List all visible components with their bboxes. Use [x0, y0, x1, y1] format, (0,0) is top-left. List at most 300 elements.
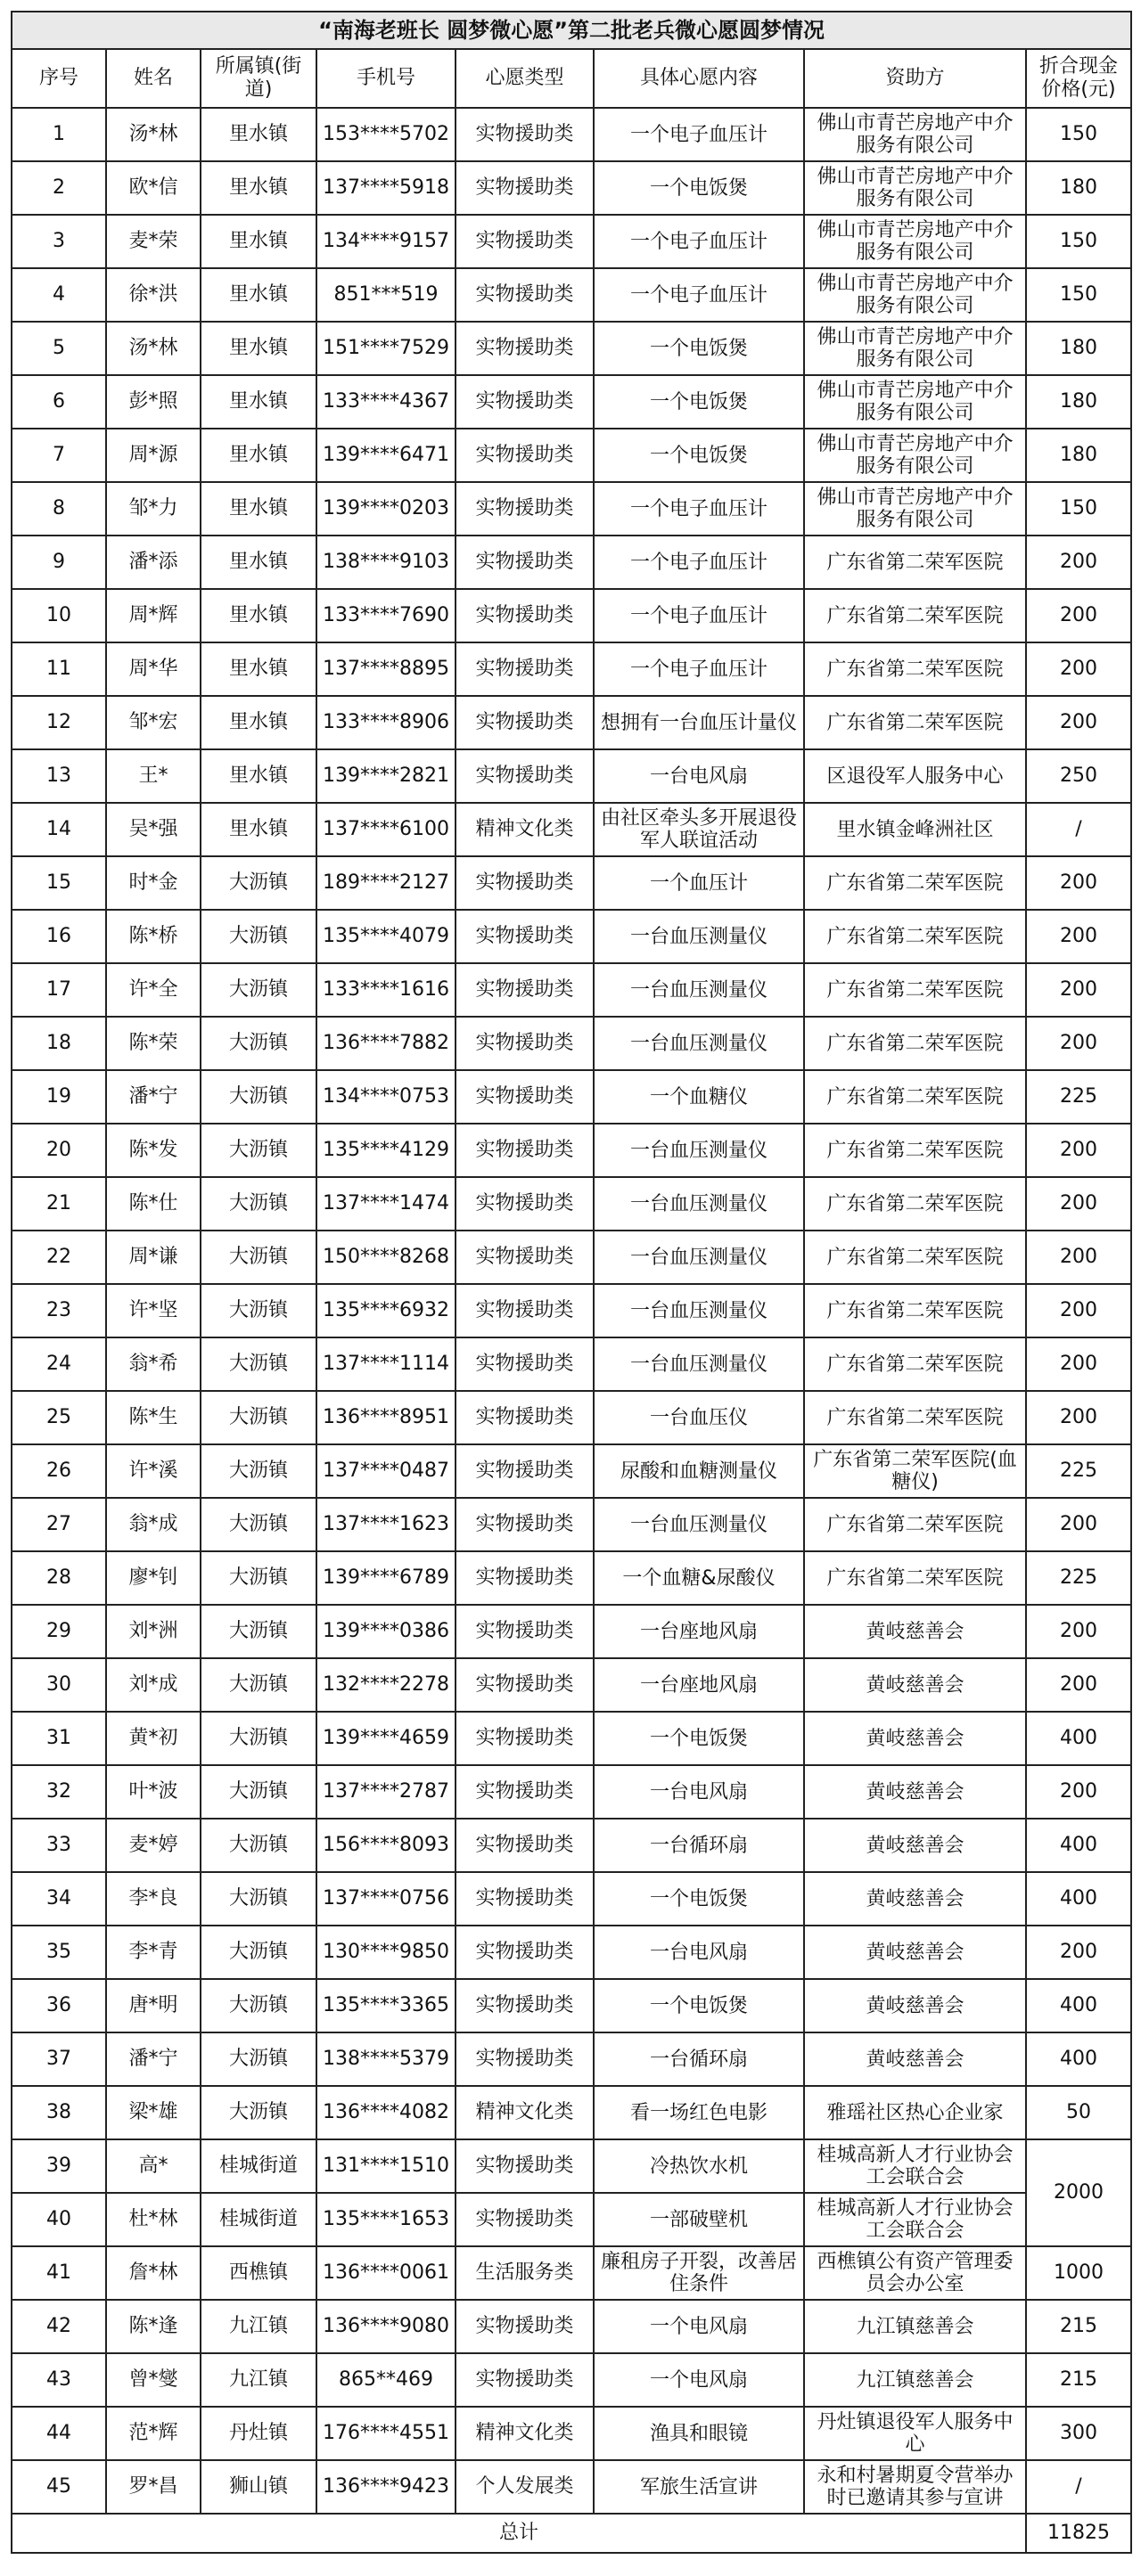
cell-sponsor: 黄岐慈善会	[804, 1605, 1026, 1658]
table-row	[12, 1444, 1131, 1498]
cell-price: 400	[1026, 2032, 1131, 2086]
cell-town: 里水镇	[201, 749, 316, 803]
cell-phone: 134****9157	[316, 215, 456, 268]
cell-content: 一台血压测量仪	[594, 1017, 804, 1070]
cell-content: 一台循环扇	[594, 1819, 804, 1872]
cell-town: 大沥镇	[201, 1551, 316, 1605]
cell-phone: 139****6789	[316, 1551, 456, 1605]
cell-phone: 151****7529	[316, 322, 456, 375]
cell-name: 范*辉	[106, 2407, 201, 2460]
cell-no: 40	[12, 2193, 106, 2246]
cell-town: 九江镇	[201, 2353, 316, 2407]
cell-content: 一台血压测量仪	[594, 1124, 804, 1177]
cell-sponsor: 佛山市青芒房地产中介服务有限公司	[804, 322, 1026, 375]
cell-name: 周*辉	[106, 589, 201, 642]
cell-content: 廉租房子开裂，改善居住条件	[594, 2246, 804, 2300]
table-row	[12, 2086, 1131, 2139]
cell-name: 陈*生	[106, 1391, 201, 1444]
cell-sponsor: 佛山市青芒房地产中介服务有限公司	[804, 268, 1026, 322]
cell-price: 200	[1026, 1391, 1131, 1444]
cell-phone: 137****1114	[316, 1337, 456, 1391]
cell-content: 一个电饭煲	[594, 429, 804, 482]
cell-sponsor: 里水镇金峰洲社区	[804, 803, 1026, 856]
cell-sponsor: 黄岐慈善会	[804, 2032, 1026, 2086]
cell-price: 400	[1026, 1979, 1131, 2032]
wish-table-sheet	[11, 11, 1130, 2554]
cell-sponsor: 佛山市青芒房地产中介服务有限公司	[804, 215, 1026, 268]
cell-price: /	[1026, 803, 1131, 856]
cell-town: 大沥镇	[201, 1231, 316, 1284]
cell-name: 周*华	[106, 642, 201, 696]
cell-sponsor: 广东省第二荣军医院	[804, 1391, 1026, 1444]
cell-phone: 138****9103	[316, 536, 456, 589]
cell-type: 实物援助类	[456, 856, 594, 910]
cell-phone: 133****4367	[316, 375, 456, 429]
cell-type: 实物援助类	[456, 1177, 594, 1231]
table-row	[12, 589, 1131, 642]
cell-sponsor: 黄岐慈善会	[804, 1819, 1026, 1872]
cell-type: 实物援助类	[456, 589, 594, 642]
cell-town: 大沥镇	[201, 2032, 316, 2086]
cell-no: 11	[12, 642, 106, 696]
cell-no: 39	[12, 2139, 106, 2193]
cell-no: 7	[12, 429, 106, 482]
cell-type: 实物援助类	[456, 215, 594, 268]
table-row	[12, 429, 1131, 482]
cell-price: 200	[1026, 1124, 1131, 1177]
cell-price: 225	[1026, 1070, 1131, 1124]
cell-price: 180	[1026, 161, 1131, 215]
cell-type: 实物援助类	[456, 161, 594, 215]
cell-phone: 136****4082	[316, 2086, 456, 2139]
cell-sponsor: 黄岐慈善会	[804, 1712, 1026, 1765]
cell-phone: 137****2787	[316, 1765, 456, 1819]
cell-content: 一台血压测量仪	[594, 1177, 804, 1231]
cell-sponsor: 广东省第二荣军医院	[804, 536, 1026, 589]
cell-sponsor: 黄岐慈善会	[804, 1979, 1026, 2032]
table-row	[12, 1498, 1131, 1551]
cell-type: 精神文化类	[456, 2407, 594, 2460]
cell-phone: 851***519	[316, 268, 456, 322]
table-row	[12, 1177, 1131, 1231]
cell-type: 实物援助类	[456, 1658, 594, 1712]
cell-type: 实物援助类	[456, 1819, 594, 1872]
cell-no: 42	[12, 2300, 106, 2353]
cell-town: 里水镇	[201, 375, 316, 429]
cell-content: 一台座地风扇	[594, 1658, 804, 1712]
cell-price: 400	[1026, 1712, 1131, 1765]
cell-content: 一个电子血压计	[594, 536, 804, 589]
cell-no: 15	[12, 856, 106, 910]
cell-name: 王*	[106, 749, 201, 803]
cell-phone: 137****1474	[316, 1177, 456, 1231]
table-row	[12, 1391, 1131, 1444]
cell-name: 徐*洪	[106, 268, 201, 322]
cell-no: 43	[12, 2353, 106, 2407]
cell-town: 大沥镇	[201, 2086, 316, 2139]
table-row	[12, 215, 1131, 268]
table-row	[12, 1979, 1131, 2032]
cell-town: 桂城街道	[201, 2139, 316, 2193]
cell-type: 精神文化类	[456, 803, 594, 856]
cell-content: 一台血压仪	[594, 1391, 804, 1444]
cell-content: 一台血压测量仪	[594, 910, 804, 963]
table-row	[12, 2139, 1131, 2193]
cell-sponsor: 广东省第二荣军医院	[804, 1124, 1026, 1177]
cell-type: 实物援助类	[456, 2353, 594, 2407]
cell-town: 大沥镇	[201, 1819, 316, 1872]
cell-sponsor: 桂城高新人才行业协会工会联合会	[804, 2193, 1026, 2246]
cell-content: 看一场红色电影	[594, 2086, 804, 2139]
cell-type: 实物援助类	[456, 1017, 594, 1070]
cell-name: 陈*仕	[106, 1177, 201, 1231]
table-row	[12, 803, 1131, 856]
total-value: 11825	[1026, 2514, 1131, 2553]
cell-type: 实物援助类	[456, 2032, 594, 2086]
cell-type: 实物援助类	[456, 1284, 594, 1337]
cell-no: 5	[12, 322, 106, 375]
cell-sponsor: 广东省第二荣军医院	[804, 1498, 1026, 1551]
cell-name: 杜*林	[106, 2193, 201, 2246]
cell-type: 实物援助类	[456, 749, 594, 803]
table-row	[12, 108, 1131, 161]
cell-name: 陈*逢	[106, 2300, 201, 2353]
cell-name: 汤*林	[106, 322, 201, 375]
cell-phone: 135****4079	[316, 910, 456, 963]
cell-price: 400	[1026, 1872, 1131, 1926]
cell-sponsor: 永和村暑期夏令营举办时已邀请其参与宣讲	[804, 2460, 1026, 2514]
cell-town: 里水镇	[201, 642, 316, 696]
cell-town: 里水镇	[201, 161, 316, 215]
cell-town: 里水镇	[201, 215, 316, 268]
cell-type: 实物援助类	[456, 536, 594, 589]
cell-phone: 156****8093	[316, 1819, 456, 1872]
table-row	[12, 2353, 1131, 2407]
table-row	[12, 2460, 1131, 2514]
cell-town: 里水镇	[201, 108, 316, 161]
cell-town: 里水镇	[201, 482, 316, 536]
cell-content: 由社区牵头多开展退役军人联谊活动	[594, 803, 804, 856]
cell-content: 渔具和眼镜	[594, 2407, 804, 2460]
table-row	[12, 375, 1131, 429]
cell-phone: 176****4551	[316, 2407, 456, 2460]
cell-no: 19	[12, 1070, 106, 1124]
cell-sponsor: 广东省第二荣军医院	[804, 1337, 1026, 1391]
cell-price: 400	[1026, 1819, 1131, 1872]
cell-town: 大沥镇	[201, 1498, 316, 1551]
cell-phone: 135****1653	[316, 2193, 456, 2246]
cell-name: 潘*添	[106, 536, 201, 589]
cell-price: 180	[1026, 322, 1131, 375]
cell-content: 军旅生活宣讲	[594, 2460, 804, 2514]
table-row	[12, 1337, 1131, 1391]
cell-name: 罗*昌	[106, 2460, 201, 2514]
cell-content: 冷热饮水机	[594, 2139, 804, 2193]
cell-type: 实物援助类	[456, 642, 594, 696]
cell-type: 实物援助类	[456, 910, 594, 963]
cell-price: 200	[1026, 1231, 1131, 1284]
cell-town: 大沥镇	[201, 1872, 316, 1926]
cell-price: 200	[1026, 642, 1131, 696]
cell-town: 大沥镇	[201, 1658, 316, 1712]
cell-phone: 137****0487	[316, 1444, 456, 1498]
cell-name: 翁*希	[106, 1337, 201, 1391]
cell-type: 实物援助类	[456, 1872, 594, 1926]
table-row	[12, 482, 1131, 536]
cell-content: 一个血糖&尿酸仪	[594, 1551, 804, 1605]
cell-price: 215	[1026, 2300, 1131, 2353]
cell-sponsor: 广东省第二荣军医院	[804, 1017, 1026, 1070]
cell-sponsor: 丹灶镇退役军人服务中心	[804, 2407, 1026, 2460]
cell-type: 实物援助类	[456, 1979, 594, 2032]
header-price: 折合现金价格(元)	[1026, 49, 1131, 108]
cell-content: 一部破壁机	[594, 2193, 804, 2246]
cell-sponsor: 广东省第二荣军医院	[804, 1070, 1026, 1124]
cell-price: 250	[1026, 749, 1131, 803]
cell-sponsor: 广东省第二荣军医院	[804, 856, 1026, 910]
cell-no: 17	[12, 963, 106, 1017]
cell-sponsor: 黄岐慈善会	[804, 1872, 1026, 1926]
cell-content: 一个电饭煲	[594, 1979, 804, 2032]
table-row	[12, 322, 1131, 375]
table-row	[12, 2300, 1131, 2353]
header-no: 序号	[12, 49, 106, 108]
cell-content: 一个电饭煲	[594, 322, 804, 375]
cell-phone: 136****8951	[316, 1391, 456, 1444]
cell-no: 45	[12, 2460, 106, 2514]
cell-price: 180	[1026, 429, 1131, 482]
cell-name: 詹*林	[106, 2246, 201, 2300]
table-row	[12, 1124, 1131, 1177]
cell-town: 大沥镇	[201, 1070, 316, 1124]
cell-name: 麦*婷	[106, 1819, 201, 1872]
cell-sponsor: 区退役军人服务中心	[804, 749, 1026, 803]
cell-name: 吴*强	[106, 803, 201, 856]
cell-no: 4	[12, 268, 106, 322]
cell-name: 翁*成	[106, 1498, 201, 1551]
table-row	[12, 696, 1131, 749]
table-row	[12, 2193, 1131, 2246]
cell-type: 实物援助类	[456, 322, 594, 375]
cell-town: 大沥镇	[201, 1605, 316, 1658]
cell-no: 34	[12, 1872, 106, 1926]
cell-price: 200	[1026, 963, 1131, 1017]
cell-town: 里水镇	[201, 268, 316, 322]
cell-sponsor: 佛山市青芒房地产中介服务有限公司	[804, 161, 1026, 215]
cell-content: 一个电子血压计	[594, 108, 804, 161]
cell-town: 丹灶镇	[201, 2407, 316, 2460]
cell-no: 41	[12, 2246, 106, 2300]
cell-sponsor: 广东省第二荣军医院	[804, 642, 1026, 696]
cell-town: 里水镇	[201, 803, 316, 856]
total-row	[12, 2514, 1131, 2553]
cell-no: 3	[12, 215, 106, 268]
cell-content: 一个血压计	[594, 856, 804, 910]
cell-price: 200	[1026, 910, 1131, 963]
cell-content: 尿酸和血糖测量仪	[594, 1444, 804, 1498]
cell-price: 300	[1026, 2407, 1131, 2460]
table-row	[12, 1231, 1131, 1284]
cell-type: 实物援助类	[456, 2193, 594, 2246]
cell-type: 实物援助类	[456, 1498, 594, 1551]
cell-sponsor: 广东省第二荣军医院	[804, 589, 1026, 642]
cell-name: 汤*林	[106, 108, 201, 161]
cell-town: 大沥镇	[201, 910, 316, 963]
cell-price: 150	[1026, 108, 1131, 161]
cell-sponsor: 佛山市青芒房地产中介服务有限公司	[804, 108, 1026, 161]
cell-content: 一台电风扇	[594, 749, 804, 803]
table-row	[12, 536, 1131, 589]
cell-no: 30	[12, 1658, 106, 1712]
cell-type: 精神文化类	[456, 2086, 594, 2139]
cell-town: 西樵镇	[201, 2246, 316, 2300]
cell-name: 陈*荣	[106, 1017, 201, 1070]
header-row	[12, 49, 1131, 108]
cell-town: 大沥镇	[201, 1391, 316, 1444]
cell-town: 九江镇	[201, 2300, 316, 2353]
cell-no: 1	[12, 108, 106, 161]
cell-town: 大沥镇	[201, 963, 316, 1017]
table-row	[12, 1819, 1131, 1872]
cell-content: 一个电子血压计	[594, 642, 804, 696]
cell-sponsor: 广东省第二荣军医院	[804, 1284, 1026, 1337]
cell-phone: 136****9080	[316, 2300, 456, 2353]
cell-content: 一台血压测量仪	[594, 1337, 804, 1391]
table-row	[12, 1017, 1131, 1070]
cell-no: 37	[12, 2032, 106, 2086]
cell-price: 180	[1026, 375, 1131, 429]
cell-phone: 865**469	[316, 2353, 456, 2407]
cell-type: 实物援助类	[456, 429, 594, 482]
cell-price: 200	[1026, 1926, 1131, 1979]
cell-sponsor: 黄岐慈善会	[804, 1765, 1026, 1819]
cell-town: 桂城街道	[201, 2193, 316, 2246]
cell-content: 一台血压测量仪	[594, 1498, 804, 1551]
cell-no: 14	[12, 803, 106, 856]
cell-name: 李*青	[106, 1926, 201, 1979]
cell-phone: 139****2821	[316, 749, 456, 803]
cell-type: 实物援助类	[456, 2139, 594, 2193]
cell-price: 200	[1026, 1498, 1131, 1551]
cell-town: 大沥镇	[201, 1926, 316, 1979]
cell-name: 麦*荣	[106, 215, 201, 268]
cell-content: 一台血压测量仪	[594, 963, 804, 1017]
table-row	[12, 1551, 1131, 1605]
table-row	[12, 1712, 1131, 1765]
cell-price: 150	[1026, 215, 1131, 268]
cell-no: 25	[12, 1391, 106, 1444]
cell-town: 大沥镇	[201, 856, 316, 910]
cell-phone: 139****6471	[316, 429, 456, 482]
cell-phone: 133****8906	[316, 696, 456, 749]
cell-name: 潘*宁	[106, 2032, 201, 2086]
cell-type: 实物援助类	[456, 1070, 594, 1124]
table-row	[12, 161, 1131, 215]
cell-price: 200	[1026, 536, 1131, 589]
cell-name: 潘*宁	[106, 1070, 201, 1124]
cell-content: 一个电风扇	[594, 2300, 804, 2353]
cell-sponsor: 佛山市青芒房地产中介服务有限公司	[804, 375, 1026, 429]
table-row	[12, 1926, 1131, 1979]
table-row	[12, 1872, 1131, 1926]
cell-price: /	[1026, 2460, 1131, 2514]
cell-no: 26	[12, 1444, 106, 1498]
cell-phone: 133****7690	[316, 589, 456, 642]
cell-no: 36	[12, 1979, 106, 2032]
cell-content: 一个血糖仪	[594, 1070, 804, 1124]
cell-no: 8	[12, 482, 106, 536]
cell-town: 大沥镇	[201, 1979, 316, 2032]
cell-phone: 135****3365	[316, 1979, 456, 2032]
cell-town: 大沥镇	[201, 1712, 316, 1765]
cell-no: 9	[12, 536, 106, 589]
cell-content: 一台电风扇	[594, 1926, 804, 1979]
cell-phone: 136****0061	[316, 2246, 456, 2300]
cell-name: 廖*钊	[106, 1551, 201, 1605]
cell-phone: 132****2278	[316, 1658, 456, 1712]
cell-sponsor: 桂城高新人才行业协会工会联合会	[804, 2139, 1026, 2193]
cell-content: 一个电子血压计	[594, 268, 804, 322]
cell-name: 许*溪	[106, 1444, 201, 1498]
cell-price: 200	[1026, 1017, 1131, 1070]
cell-name: 高*	[106, 2139, 201, 2193]
cell-type: 实物援助类	[456, 482, 594, 536]
cell-type: 实物援助类	[456, 1551, 594, 1605]
cell-name: 刘*成	[106, 1658, 201, 1712]
cell-sponsor: 佛山市青芒房地产中介服务有限公司	[804, 482, 1026, 536]
cell-name: 梁*雄	[106, 2086, 201, 2139]
cell-no: 35	[12, 1926, 106, 1979]
cell-name: 彭*照	[106, 375, 201, 429]
cell-name: 许*全	[106, 963, 201, 1017]
table-row	[12, 1765, 1131, 1819]
header-content: 具体心愿内容	[594, 49, 804, 108]
cell-type: 实物援助类	[456, 1605, 594, 1658]
total-label: 总计	[12, 2514, 1026, 2553]
cell-name: 邹*宏	[106, 696, 201, 749]
cell-no: 31	[12, 1712, 106, 1765]
cell-type: 个人发展类	[456, 2460, 594, 2514]
cell-no: 29	[12, 1605, 106, 1658]
cell-price: 215	[1026, 2353, 1131, 2407]
table-row	[12, 2407, 1131, 2460]
cell-town: 里水镇	[201, 536, 316, 589]
cell-price: 2000	[1026, 2139, 1131, 2246]
cell-phone: 135****4129	[316, 1124, 456, 1177]
cell-no: 21	[12, 1177, 106, 1231]
cell-type: 实物援助类	[456, 1926, 594, 1979]
cell-type: 实物援助类	[456, 108, 594, 161]
cell-sponsor: 西樵镇公有资产管理委员会办公室	[804, 2246, 1026, 2300]
cell-type: 实物援助类	[456, 1444, 594, 1498]
cell-sponsor: 黄岐慈善会	[804, 1658, 1026, 1712]
cell-no: 20	[12, 1124, 106, 1177]
cell-price: 150	[1026, 268, 1131, 322]
cell-price: 1000	[1026, 2246, 1131, 2300]
cell-phone: 130****9850	[316, 1926, 456, 1979]
table-row	[12, 1658, 1131, 1712]
table-row	[12, 1070, 1131, 1124]
header-sponsor: 资助方	[804, 49, 1026, 108]
cell-price: 225	[1026, 1444, 1131, 1498]
table-title: “南海老班长 圆梦微心愿”第二批老兵微心愿圆梦情况	[12, 12, 1131, 49]
cell-name: 许*坚	[106, 1284, 201, 1337]
cell-content: 想拥有一台血压计量仪	[594, 696, 804, 749]
cell-no: 24	[12, 1337, 106, 1391]
cell-content: 一个电子血压计	[594, 215, 804, 268]
cell-no: 27	[12, 1498, 106, 1551]
header-type: 心愿类型	[456, 49, 594, 108]
